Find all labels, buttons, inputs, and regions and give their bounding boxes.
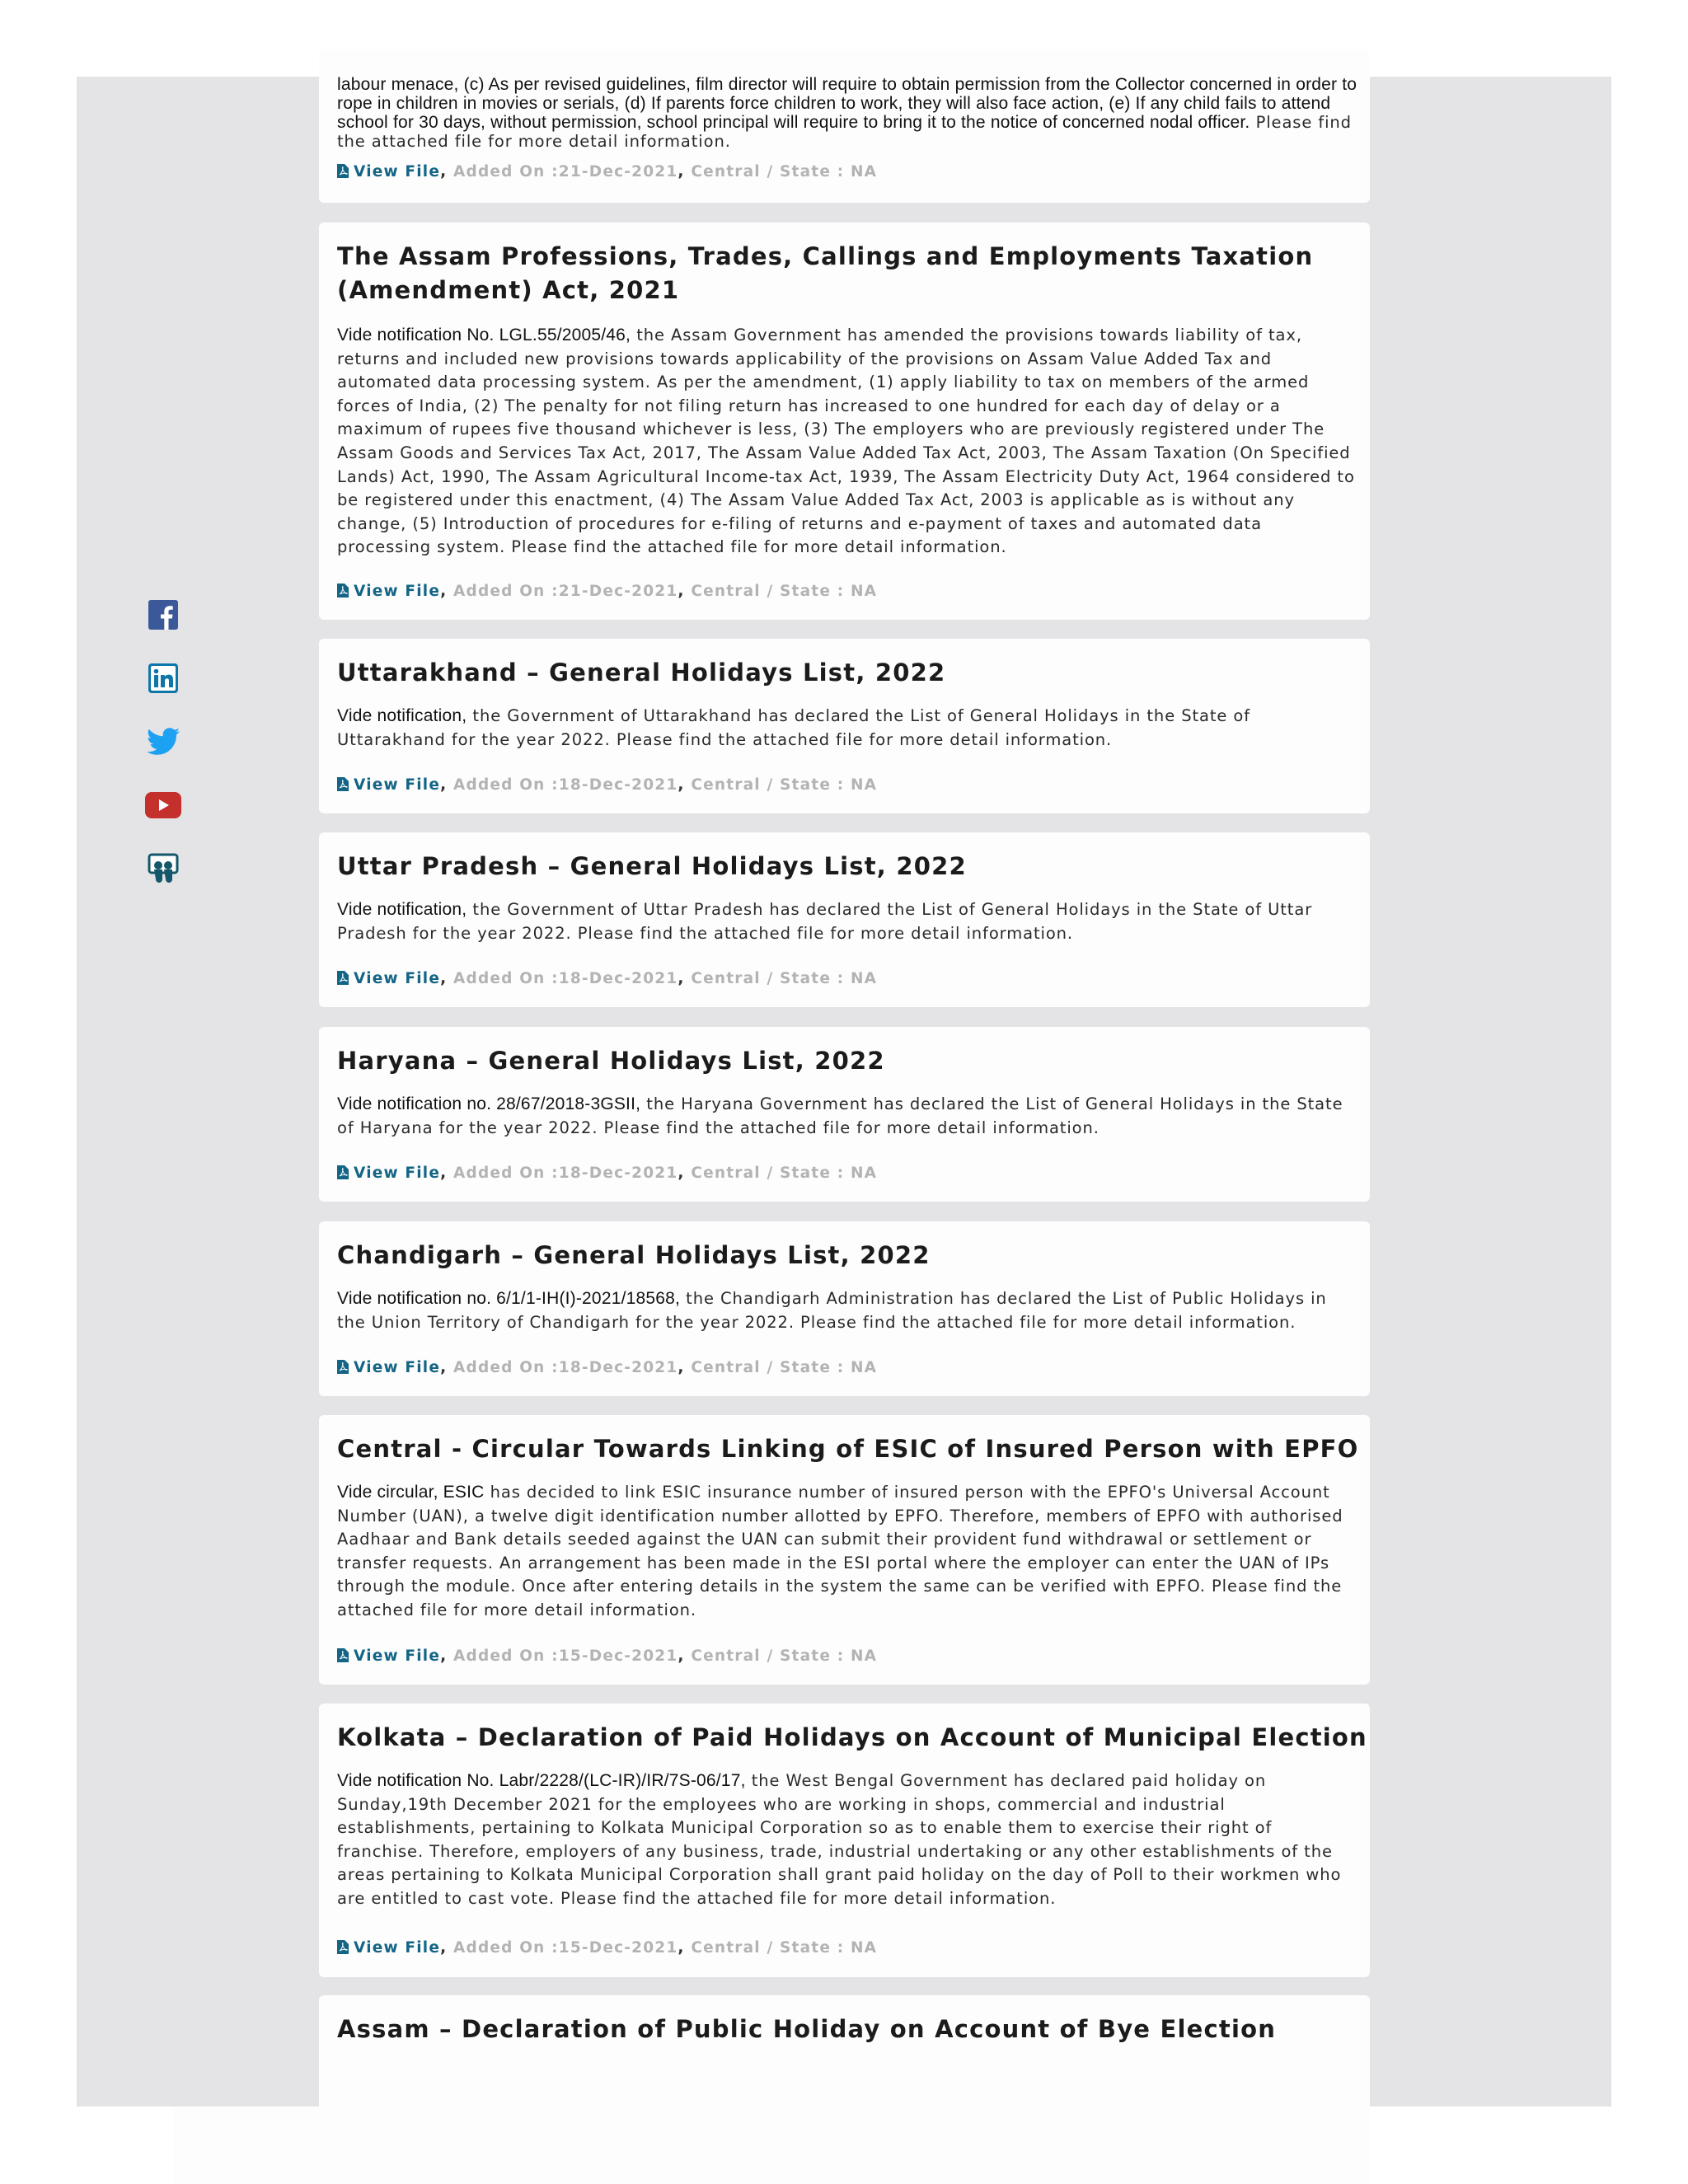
article-meta: View File, Added On :18-Dec-2021, Central / State : NA (337, 776, 877, 797)
article-lead: Vide notification no. 6/1/1-IH(I)-2021/18568, (337, 1289, 681, 1308)
youtube-icon (145, 792, 181, 818)
added-on-date: Added On :18-Dec-2021 (452, 970, 678, 987)
article-title[interactable]: Central - Circular Towards Linking of ESIC of Insured Person with EPFO (337, 1435, 1359, 1463)
article-title[interactable]: Haryana – General Holidays List, 2022 (337, 1047, 885, 1075)
article-body: labour menace, (c) As per revised guidelines, film director will require to obtain permission from the Collector concerned in order to rope in children in movies or serials, (d) If parents force children to work, they will also face action, (e) If any child fails to attend school for 30 days, without permission, school principal will require to bring it to the notice of concerned nodal officer. Please find the attached file for more detail information. (337, 75, 1357, 151)
article-meta: View File, Added On :21-Dec-2021, Central / State : NA (337, 582, 877, 603)
central-state-label: Central / State : NA (691, 970, 878, 987)
pdf-file-icon (337, 1360, 349, 1380)
article-body: Vide notification No. Labr/2228/(LC-IR)/IR/7S-06/17, the West Bengal Government has declared paid holiday on Sunday,19th December 2021 for the employees who are working in shops, commercial and industrial establishments, pertaining to Kolkata Municipal Corporation so as to enable them to exercise their right of franchise. Therefore, employers of any business, trade, industrial undertaking or any other establishments of the areas pertaining to Kolkata Municipal Corporation shall grant paid holiday on the day of Poll to their workmen who are entitled to cast vote. Please find the attached file for more detail information. (337, 1771, 1342, 1908)
view-file-link[interactable]: View File (354, 1939, 441, 1957)
article-title[interactable]: Kolkata – Declaration of Paid Holidays on Account of Municipal Election (337, 1723, 1367, 1751)
article-lead: Vide notification no. 28/67/2018-3GSII, (337, 1094, 641, 1113)
youtube-link[interactable] (145, 787, 181, 823)
view-file-link[interactable]: View File (354, 1165, 441, 1182)
article-lead: Vide notification, (337, 900, 467, 919)
added-on-date: Added On :15-Dec-2021 (452, 1939, 678, 1957)
article-body: Vide notification, the Government of Uttar Pradesh has declared the List of General Holidays in the State of Uttar Pradesh for the year 2022. Please find the attached file for more detail information. (337, 900, 1313, 943)
article-card (319, 1221, 1370, 1396)
pdf-file-icon (337, 1940, 349, 1960)
twitter-icon (147, 728, 180, 756)
article-card (319, 1995, 1370, 2107)
slideshare-link[interactable] (145, 851, 181, 887)
added-on-date: Added On :18-Dec-2021 (452, 1359, 678, 1376)
article-body: Vide circular, ESIC has decided to link ESIC insurance number of insured person with the EPFO's Universal Account Number (UAN), a twelve digit identification number allotted by EPFO. Therefore, members of EPFO with authorised Aadhaar and Bank details seeded against the UAN can submit their provident fund withdrawal or settlement or transfer requests. An arrangement has been made in the ESI portal where the employer can enter the UAN of IPs through the module. Once after entering details in the system the same can be verified with EPFO. Please find the attached file for more detail information. (337, 1483, 1343, 1619)
central-state-label: Central / State : NA (691, 583, 878, 600)
added-on-date: Added On :18-Dec-2021 (452, 776, 678, 794)
article-meta: View File, Added On :18-Dec-2021, Central / State : NA (337, 969, 877, 991)
view-file-link[interactable]: View File (354, 1647, 441, 1665)
article-lead: Vide circular, ESIC (337, 1483, 485, 1502)
twitter-link[interactable] (145, 724, 181, 760)
added-on-date: Added On :18-Dec-2021 (452, 1165, 678, 1182)
slideshare-icon (147, 852, 180, 885)
central-state-label: Central / State : NA (691, 776, 878, 794)
article-lead: Vide notification No. Labr/2228/(LC-IR)/IR/7S-06/17, (337, 1771, 746, 1790)
article-card (319, 1415, 1370, 1685)
article-lead: Vide notification No. LGL.55/2005/46, (337, 326, 631, 344)
pdf-file-icon (337, 583, 349, 603)
article-card (319, 832, 1370, 1007)
central-state-label: Central / State : NA (691, 1939, 878, 1957)
article-meta: View File, Added On :15-Dec-2021, Central / State : NA (337, 1938, 877, 1960)
pdf-file-icon (337, 971, 349, 991)
view-file-link[interactable]: View File (354, 970, 441, 987)
view-file-link[interactable]: View File (354, 776, 441, 794)
article-body: Vide notification No. LGL.55/2005/46, the Assam Government has amended the provisions towards liability of tax, returns and included new provisions towards applicability of the provisions on Assam Value Added Tax and automated data processing system. As per the amendment, (1) apply liability to tax on members of the armed forces of India, (2) The penalty for not filing return has increased to one hundred for each day of delay or a maximum of rupees five thousand whichever is less, (3) The employers who are previously registered under The Assam Goods and Services Tax Act, 2017, The Assam Value Added Tax Act, 2003, The Assam Taxation (On Specified Lands) Act, 1990, The Assam Agricultural Income-tax Act, 1939, The Assam Electricity Duty Act, 1964 considered to be registered under this enactment, (4) The Assam Value Added Tax Act, 2003 is applicable as is without any change, (5) Introduction of procedures for e-filing of returns and e-payment of taxes and automated data processing system. Please find the attached file for more detail information. (337, 326, 1355, 557)
article-meta: View File, Added On :15-Dec-2021, Central / State : NA (337, 1647, 877, 1668)
article-title[interactable]: Uttarakhand – General Holidays List, 2022 (337, 658, 946, 687)
article-title[interactable]: Chandigarh – General Holidays List, 2022 (337, 1241, 931, 1269)
added-on-date: Added On :15-Dec-2021 (452, 1647, 678, 1665)
pdf-file-icon (337, 777, 349, 797)
added-on-date: Added On :21-Dec-2021 (452, 583, 678, 600)
linkedin-icon (148, 663, 178, 693)
article-meta: View File, Added On :18-Dec-2021, Central / State : NA (337, 1164, 877, 1185)
view-file-link[interactable]: View File (354, 1359, 441, 1376)
central-state-label: Central / State : NA (691, 1359, 878, 1376)
article-card (319, 639, 1370, 813)
linkedin-link[interactable] (145, 660, 181, 696)
page-footer-area (173, 2107, 1370, 2184)
article-title[interactable]: Uttar Pradesh – General Holidays List, 2022 (337, 852, 967, 880)
facebook-icon (148, 600, 178, 630)
facebook-link[interactable] (145, 597, 181, 633)
added-on-date: Added On :21-Dec-2021 (452, 163, 678, 180)
article-title[interactable]: The Assam Professions, Trades, Callings and Employments Taxation (Amendment) Act, 2021 (337, 242, 1314, 304)
central-state-label: Central / State : NA (691, 1165, 878, 1182)
article-body: Vide notification, the Government of Uttarakhand has declared the List of General Holidays in the State of Uttarakhand for the year 2022. Please find the attached file for more detail information. (337, 706, 1251, 749)
pdf-file-icon (337, 1648, 349, 1668)
article-card (319, 1027, 1370, 1202)
article-meta: View File, Added On :21-Dec-2021, Central / State : NA (337, 162, 877, 184)
article-body: Vide notification no. 28/67/2018-3GSII, the Haryana Government has declared the List of General Holidays in the State of Haryana for the year 2022. Please find the attached file for more detail information. (337, 1094, 1343, 1137)
article-body: Vide notification no. 6/1/1-IH(I)-2021/18568, the Chandigarh Administration has declared the List of Public Holidays in the Union Territory of Chandigarh for the year 2022. Please find the attached file for more detail information. (337, 1289, 1327, 1332)
article-card (319, 223, 1370, 620)
article-title[interactable]: Assam – Declaration of Public Holiday on Account of Bye Election (337, 2015, 1277, 2043)
view-file-link[interactable]: View File (354, 583, 441, 600)
central-state-label: Central / State : NA (691, 163, 878, 180)
central-state-label: Central / State : NA (691, 1647, 878, 1665)
article-lead: Vide notification, (337, 706, 467, 725)
article-card (319, 49, 1370, 203)
article-card (319, 1704, 1370, 1977)
pdf-file-icon (337, 1165, 349, 1185)
pdf-file-icon (337, 164, 349, 184)
article-lead: labour menace, (c) As per revised guidelines, film director will require to obtain permission from the Collector concerned in order to rope in children in movies or serials, (d) If parents force children to work, they will also face action, (e) If any child fails to attend school for 30 days, without permission, school principal will require to bring it to the notice of concerned nodal officer. (337, 75, 1357, 132)
article-meta: View File, Added On :18-Dec-2021, Central / State : NA (337, 1358, 877, 1380)
view-file-link[interactable]: View File (354, 163, 441, 180)
